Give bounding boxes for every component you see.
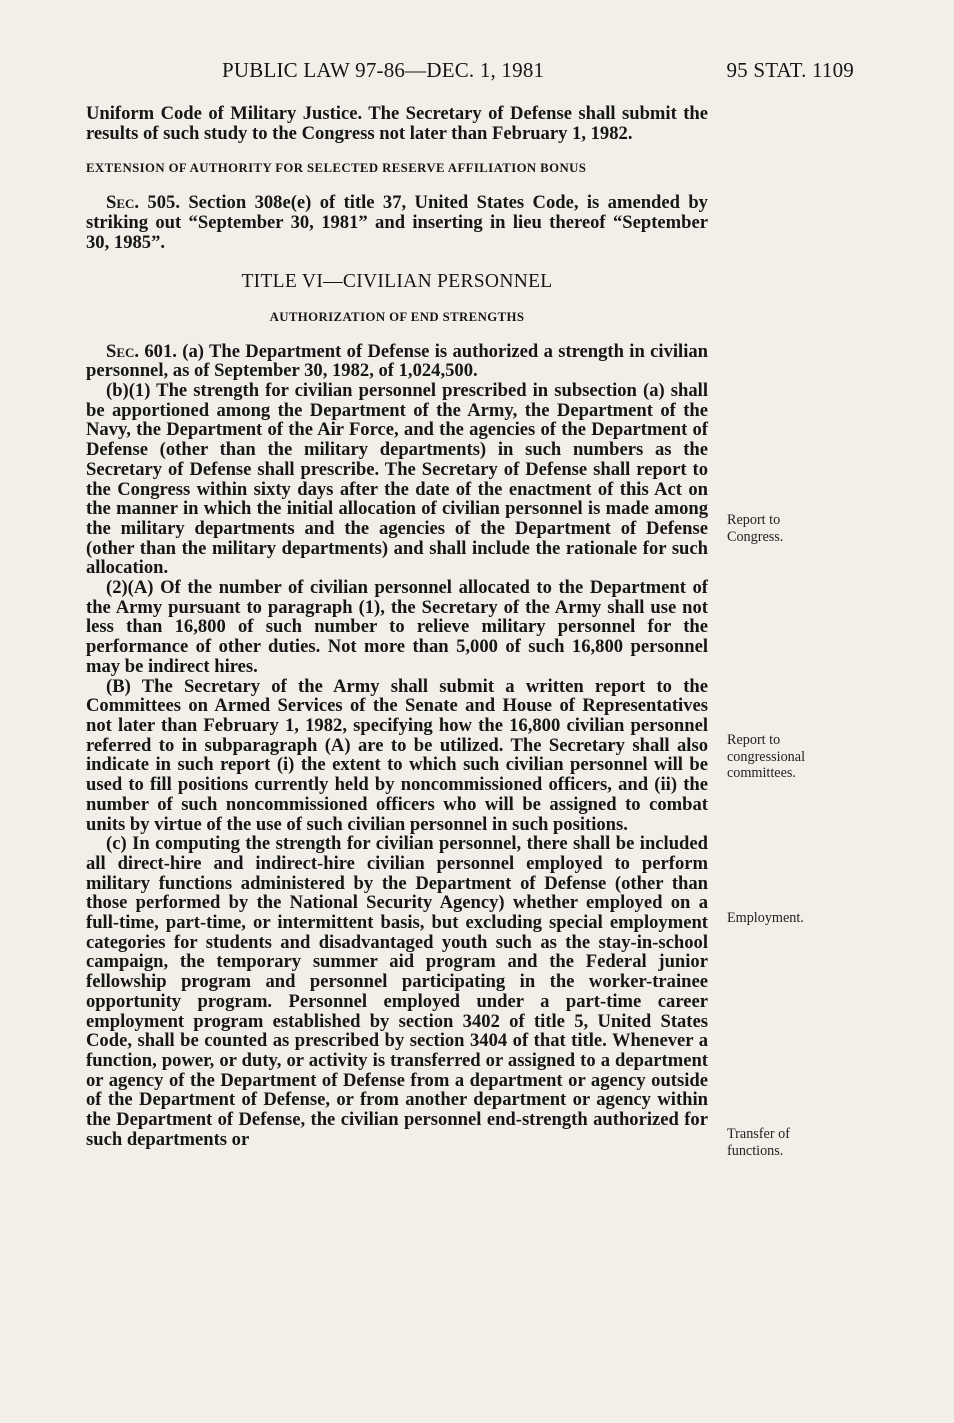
section-505-heading: EXTENSION OF AUTHORITY FOR SELECTED RESERVE AFFILIATION BONUS [86, 161, 587, 176]
section-601-a-paragraph [86, 342, 708, 381]
section-601-label: Sec. 601. [106, 340, 177, 362]
section-601-c-paragraph: (c) In computing the strength for civilian personnel, there shall be included all direct-hire and indirect-hire civilian personnel employed to perform military functions administered by the Department of Defense (other than those performed by the National Security Agency) whether employed on a full-time, part-time, or intermittent basis, but excluding special employment categories for students and disadvantaged youth such as the stay-in-school campaign, the temporary summer aid program and the Federal junior fellowship program and personnel participating in the worker-trainee opportunity program. Personnel employed under a part-time career employment program established by section 3402 of title 5, United States Code, shall be counted as prescribed by section 3404 of that title. Whenever a function, power, or duty, or activity is transferred or assigned to a department or agency of the Department of Defense from a department or agency outside of the Department of Defense, or from another department or agency within the Department of Defense, the civilian personnel end-strength authorized for such departments or [86, 833, 708, 1150]
section-601-b2a-paragraph: (2)(A) Of the number of civilian personnel allocated to the Department of the Army pursuant to paragraph (1), the Secretary of the Army shall use not less than 16,800 of such number to relieve military personnel for the performance of other duties. Not more than 5,000 of such 16,800 personnel may be indirect hires. [86, 577, 708, 677]
header-statute-page: 95 STAT. 1109 [726, 58, 854, 82]
section-505-paragraph [86, 193, 708, 252]
margin-note-report-committees: Report to congressional committees. [727, 732, 806, 781]
section-601-b2b-paragraph: (B) The Secretary of the Army shall submit a written report to the Committees on Armed Services of the Senate and House of Representatives not later than February 1, 1982, specifying how the 16,800 civilian personnel referred to in subparagraph (A) are to be utilized. The Secretary shall also indicate in such report (i) the extent to which such civilian personnel will be used to fill positions currently held by noncommissioned officers, and (ii) the number of such noncommissioned officers who will be assigned to combat units by virtue of the use of such civilian personnel in such positions. [86, 675, 708, 835]
page-header [86, 58, 854, 88]
margin-note-employment: Employment. [727, 910, 804, 926]
section-505-text: Section 308e(e) of title 37, United States Code, is amended by striking out “September 30, 1981” and inserting in lieu thereof “September 30, 1985”. [86, 192, 708, 253]
margin-note-transfer: Transfer of functions. [727, 1126, 790, 1159]
section-601-heading: AUTHORIZATION OF END STRENGTHS [269, 309, 525, 324]
document-body [86, 104, 708, 1149]
title-vi-heading: TITLE VI—CIVILIAN PERSONNEL [241, 271, 553, 293]
section-601-b1-paragraph: (b)(1) The strength for civilian personnel prescribed in subsection (a) shall be apportioned among the Department of the Army, the Department of the Navy, the Department of the Air Force, and the agencies of the Department of Defense (other than the military departments) in such numbers as the Secretary of Defense shall prescribe. The Secretary of Defense shall report to the Congress within sixty days after the date of the enactment of this Act on the manner in which the initial allocation of civilian personnel is made among the military departments and the agencies of the Department of Defense (other than the military departments) and shall include the rationale for such allocation. [86, 380, 708, 579]
section-505-label: Sec. 505. [106, 192, 180, 214]
margin-note-report-congress: Report to Congress. [727, 512, 784, 545]
intro-paragraph: Uniform Code of Military Justice. The Secretary of Defense shall submit the results of such study to the Congress not later than February 1, 1982. [86, 103, 708, 144]
header-citation: PUBLIC LAW 97-86—DEC. 1, 1981 [222, 58, 545, 82]
section-601-a-text: (a) The Department of Defense is authorized a strength in civilian personnel, as of September 30, 1982, of 1,024,500. [86, 340, 708, 382]
